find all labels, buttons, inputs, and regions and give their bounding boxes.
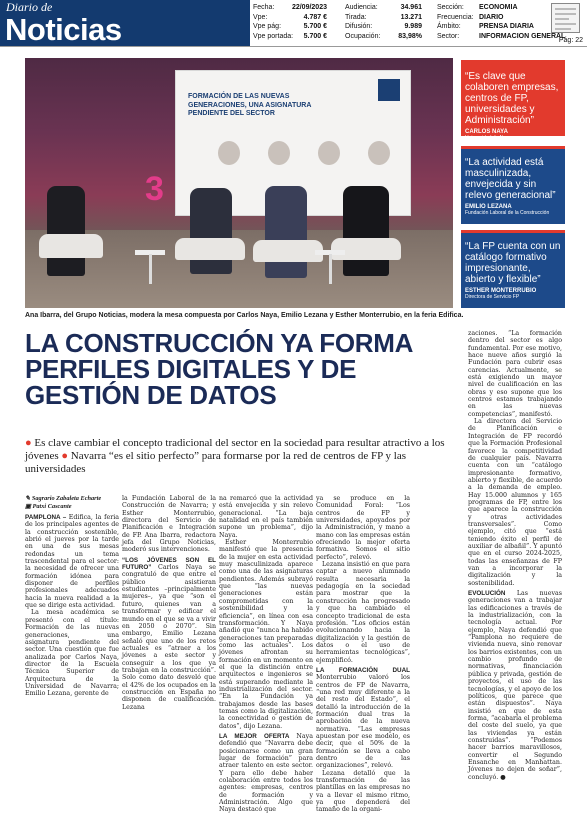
column-text — [316, 495, 410, 814]
article-column-3 — [219, 495, 313, 814]
publication-logo-small: Diario de — [6, 0, 53, 14]
section-lead-in: “LOS JÓVENES SON EL FUTURO” — [122, 556, 216, 572]
article-column-1 — [25, 495, 119, 743]
meta-value: 4.787 € — [303, 13, 327, 21]
paragraph: zaciones. “La formación dentro del sector es algo fundamental. Por ese motivo, hace nueve años surgió la Fundación para cubrir esas carencias. Actualmente, se está exigiendo un mayor nivel de cualificación en las obras y eso supone que los centros estamos trabajando en las nuevas competencias”, manifestó. — [468, 330, 562, 418]
author-name: Sagrario Zabaleta Echarte — [31, 495, 102, 502]
paragraph: LA MEJOR OFERTA Naya defendió que “Navarra debe posicionarse como un gran lugar de formación” para atraer talento en este sector. Y para ello debe haber colaboración entre todos los agentes: empresas, centros de formación y Administración. Algo que Naya destacó que — [219, 733, 313, 814]
page-number: Pág: 22 — [558, 37, 583, 44]
article-headline: LA CONSTRUCCIÓN YA FORMA PERFILES DIGITALES Y DE GESTIÓN DE DATOS — [25, 328, 413, 410]
meta-label: Ámbito: — [437, 23, 461, 30]
quote-text: “La actividad está masculinizada, envejecida y sin relevo generacional” — [465, 157, 556, 201]
screen-title: FORMACIÓN DE LAS NUEVAS GENERACIONES, UNA ASIGNATURA PENDIENTE DEL SECTOR — [188, 93, 312, 117]
bullet-icon: ● — [25, 437, 32, 449]
section-lead-in: LA FORMACIÓN DUAL — [316, 666, 410, 674]
paragraph: PAMPLONA – Edifica, la feria de los principales agentes de la construcción sostenible, abrió el jueves por la tarde en una de sus mesas redondas un tema trascendental para el sector: la necesidad de ofrecer una formación idónea para disponer de perfiles profesionales adecuados hacia la nueva realidad a la que se dirige esta actividad. — [25, 514, 119, 610]
pen-icon: ✎ — [25, 495, 31, 502]
meta-label: Tirada: — [345, 13, 367, 21]
publication-logo-title: Noticias — [5, 12, 122, 47]
quote-author-role: Universidad de Navarra — [465, 135, 518, 141]
meta-label: Ocupación: — [345, 32, 381, 40]
meta-value: ECONOMIA — [479, 4, 518, 11]
paragraph: ya se produce en la Comunidad Foral: “Los centros de FP y universidades, apoyados por la Administración, y mano a mano con las empresas están ofreciendo la mejor oferta formativa. Somos el sitio perfecto”, relevó. — [316, 495, 410, 561]
section-lead-in: PAMPLONA – — [25, 514, 69, 521]
meta-value: 13.271 — [400, 13, 422, 21]
meta-value: 9.989 — [404, 23, 422, 30]
meta-value: 5.700 € — [303, 32, 327, 40]
column-text — [25, 514, 119, 698]
subhead-part-a: Es clave cambiar el concepto tradicional del sector en la sociedad para resultar atractivo a los jóvenes — [25, 437, 445, 462]
quote-text: “Es clave que colaboren empresas, centros de FP, universidades y Administración” — [465, 71, 559, 126]
bullet-icon: ● — [61, 450, 69, 462]
meta-label: Fecha: — [253, 4, 275, 11]
photographer-name: Patxi Cascante — [32, 503, 72, 510]
column-text — [219, 495, 313, 814]
article-byline — [25, 495, 119, 510]
meta-label: Audiencia: — [345, 4, 378, 11]
meta-value: 34.961 — [400, 4, 422, 11]
section-lead-in: EVOLUCIÓN — [468, 590, 517, 598]
paragraph: La mesa académica se presentó con el título: Formación de las nuevas generaciones, una asignatura pendiente del sector. Una cuestión que fue analizada por Carlos Naya, director de la Escuela Técnica Superior de Arquitectura de la Universidad de Navarra; Emilio Lezana, gerente de — [25, 609, 119, 698]
meta-value: PRENSA DIARIA — [479, 23, 534, 30]
camera-icon: ▣ — [25, 503, 31, 510]
photo-caption: Ana Ibarra, del Grupo Noticias, modera la mesa compuesta por Carlos Naya, Emilio Lezana y Esther Monterrubio, en la feria Edifica. — [25, 312, 464, 319]
article-column-5 — [468, 330, 562, 781]
quote-author-role: Directora de Servicio FP — [465, 294, 520, 300]
meta-value: 5.700 € — [303, 23, 327, 30]
paragraph: Lezana insistió en que para captar a nuevo alumnado resulta necesaria la pedagogía en la sociedad para mostrar que la construcción ha progresado y que ha cambiado el concepto tradicional de esta profesión. “Los oficios están evolucionando hacia la digitalización y la gestión de datos o el uso de herramientas tecnológicas”, ejemplificó. — [316, 561, 410, 664]
column-text — [122, 495, 216, 711]
meta-label: Vpe pág: — [253, 23, 282, 30]
stage-graphic: 3 — [145, 170, 164, 208]
meta-label: Difusión: — [345, 23, 373, 30]
meta-label: Sector: — [437, 32, 460, 40]
article-column-2 — [122, 495, 216, 743]
meta-label: Vpe: — [253, 13, 268, 21]
paragraph: La directora del Servicio de Planificación e Integración de FP recordó que la Formación Profesional favorece la competitividad de cualquier país. Navarra cuenta con un “catálogo impresionante formativo, abierto y flexible, de acuerdo a la demanda de empleo. Hay 15.000 alumnos y 165 programas de FP, entre los que aparece la construcción y otras actividades transversales”. Como ejemplo, citó que “está teniendo éxito el perfil de auxiliar de albañil”. Y apuntó que en el curso 2024-2025, todas las enseñanzas de FP van a incorporar la digitalización y la sostenibilidad. — [468, 418, 562, 587]
paragraph: EVOLUCIÓN Las nuevas generaciones van a trabajar las edificaciones a través de la industrialización, con la tecnología actual. Por ejemplo, Naya defendió que “Pamplona no requiere de vivienda nueva, sino renovar los barrios existentes, con un cambio profundo de normativas, financiación pública y privada, gestión de proyectos, el uso de las tecnologías, y el apoyo de los políticos, que parece que están dispuestos”. Naya insistió en que de esta forma, “acabaría el problema del coste del suelo, ya que las viviendas ya están construidas”. “Podemos hacer barrios maravillosos, convertir el Segundo Ensanche en Manhattan. Jóvenes no dejen de soñar”, concluyó. ● — [468, 590, 562, 781]
meta-label: Frecuencia: — [437, 13, 474, 21]
paragraph: “LOS JÓVENES SON EL FUTURO” Carlos Naya se congratuló de que entre el público asistieran estudiantes –principalmente mujeres–, ya que “son el futuro, quienes van a transformar y edificar el mundo en el que se va a vivir en 2050 o 2070”. Sin embargo, Emilio Lezana señaló que uno de los retos actuales es “atraer a los jóvenes a este sector y conseguir a los que ya trabajan en la construcción”. Solo como dato desveló que el 42% de los ocupados en la construcción en España no disponen de cualificación. Lezana — [122, 556, 217, 711]
article-column-4 — [316, 495, 410, 814]
paragraph: Lezana detalló que la transformación de las plantillas en las empresas no va a llevar el mismo ritmo, ya que dependerá del tamaño de la organi- — [316, 769, 410, 814]
meta-value: 22/09/2023 — [291, 4, 327, 11]
quote-author-role: Fundación Laboral de la Construcción — [465, 210, 550, 216]
paragraph: na remarcó que la actividad está envejecida y sin relevo generacional. “La baja natalidad en el país también supone un problema”, dijo Naya. — [219, 495, 313, 539]
column-text — [468, 330, 562, 781]
paragraph: Esther Monterrubio manifestó que la presencia de la mujer en esta actividad muy masculinizada aparece como una de las asignaturas pendientes. Además subrayó que “las nuevas generaciones están comprometidas con la sostenibilidad y la eficiencia”, en línea con esa transformación. Y Naya añadió que “nunca ha habido generaciones tan preparadas como las actuales”. Los jóvenes afrontan su formación en un momento en el que la distinción entre arquitectos e ingenieros se está superando mediante la industrialización del sector. “En la Fundación ya trabajamos desde las bases temas como la digitalización, la conectividad o gestión de datos”, dijo Lezana. — [219, 539, 313, 730]
subhead-part-b: Navarra “es el sitio perfecto” para formarse por la red de centros de FP y las universidades — [25, 450, 407, 475]
quote-author: ESTHER MONTERRUBIO — [465, 288, 537, 294]
paragraph: LA FORMACIÓN DUAL Monterrubio valoró los centros de FP de Navarra, “una red muy diferente a la del resto del Estado”, el detalló la introducción de la formación dual tras la aprobación de la nueva normativa. “Las empresas apuestan por ese modelo, es decir, que el 50% de la formación se lleva a cabo dentro de las organizaciones”, relevó. — [316, 666, 410, 770]
quote-author: CARLOS NAYA — [465, 129, 508, 135]
meta-value: INFORMACION GENERAL — [479, 32, 566, 40]
meta-label: Sección: — [437, 4, 464, 11]
meta-value: 83,98% — [398, 32, 422, 40]
quote-author: EMILIO LEZANA — [465, 204, 512, 210]
meta-value: DIARIO — [479, 13, 504, 21]
paragraph: la Fundación Laboral de la Construcción de Navarra; y Esther Monterrubio, directora del Servicio de Planificación e Integración de FP. Ana Ibarra, redactora jefa del Grupo Noticias, moderó sus intervenciones. — [122, 495, 216, 554]
quote-text: “La FP cuenta con un catálogo formativo impresionante, abierto y flexible” — [465, 241, 561, 285]
section-lead-in: LA MEJOR OFERTA — [219, 733, 297, 740]
meta-label: Vpe portada: — [253, 32, 294, 40]
